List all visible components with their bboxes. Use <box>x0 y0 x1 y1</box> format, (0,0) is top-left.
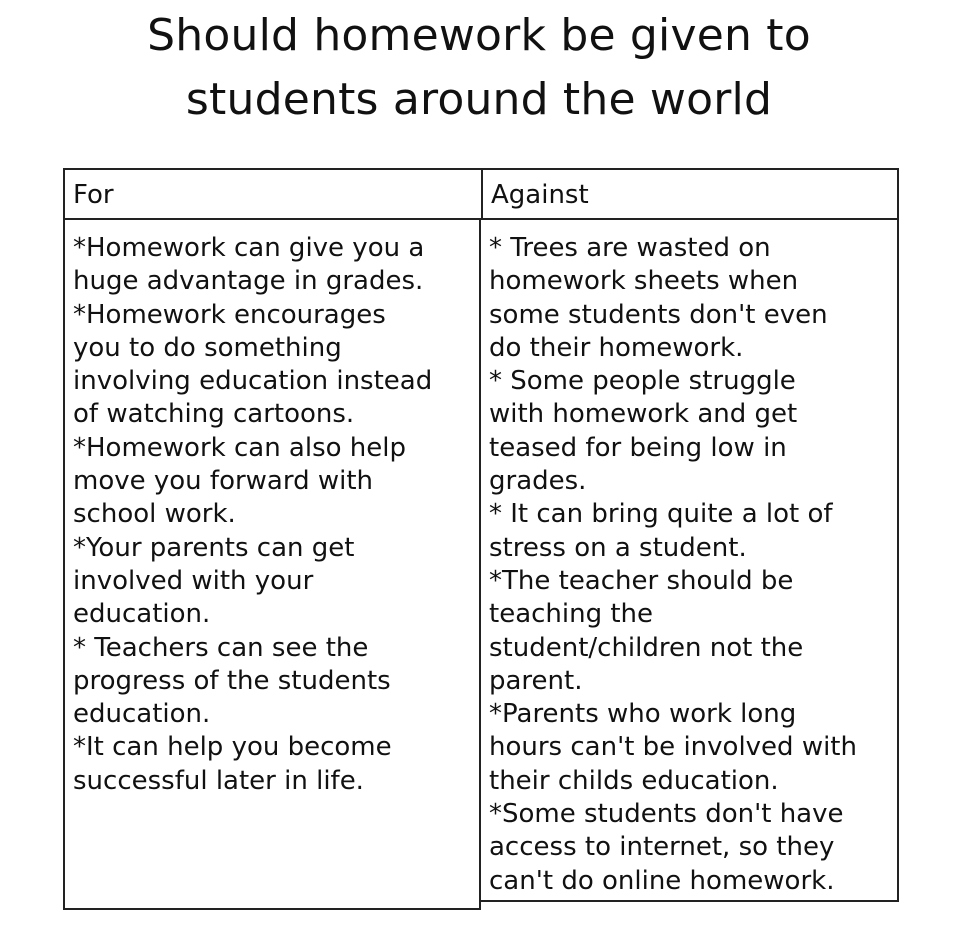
against-line: * It can bring quite a lot of <box>489 499 833 530</box>
against-line: *The teacher should be <box>489 565 794 596</box>
against-line: can't do online homework. <box>489 865 835 896</box>
for-line: involving education instead <box>73 366 433 397</box>
header-for: For <box>65 170 483 218</box>
table-body-row <box>63 220 899 910</box>
for-line: you to do something <box>73 332 342 363</box>
for-line: successful later in life. <box>73 765 364 796</box>
page-title <box>0 4 958 132</box>
against-line: homework sheets when <box>489 266 799 297</box>
against-line: *Some students don't have <box>489 799 844 830</box>
for-line: education. <box>73 599 211 630</box>
against-line: * Trees are wasted on <box>489 233 771 263</box>
against-line: some students don't even <box>489 299 828 330</box>
for-line: * Teachers can see the <box>73 632 369 663</box>
title-line-1: Should homework be given to <box>147 10 811 61</box>
against-line: teaching the <box>489 599 654 630</box>
against-line: do their homework. <box>489 332 744 363</box>
header-against: Against <box>491 180 589 210</box>
against-line: stress on a student. <box>489 532 747 563</box>
against-line: access to internet, so they <box>489 832 835 863</box>
for-line: *Homework encourages <box>73 299 386 330</box>
for-line: *It can help you become <box>73 732 392 763</box>
for-line: of watching cartoons. <box>73 399 355 430</box>
for-line: school work. <box>73 499 236 530</box>
against-line: with homework and get <box>489 399 798 430</box>
against-column <box>481 220 899 902</box>
for-line: involved with your <box>73 565 314 596</box>
for-line: *Homework can also help <box>73 432 407 463</box>
for-line: education. <box>73 699 211 730</box>
against-line: teased for being low in <box>489 432 787 463</box>
against-line: student/children not the <box>489 632 804 663</box>
for-line: *Homework can give you a <box>73 233 425 263</box>
for-line: move you forward with <box>73 466 374 497</box>
against-line: their childs education. <box>489 765 779 796</box>
for-against-table <box>63 168 899 910</box>
against-line: *Parents who work long <box>489 699 797 730</box>
for-line: huge advantage in grades. <box>73 266 424 297</box>
for-line: *Your parents can get <box>73 532 355 563</box>
for-line: progress of the students <box>73 665 391 696</box>
for-column <box>63 220 481 910</box>
title-line-2: students around the world <box>185 74 773 125</box>
table-header-row <box>63 168 899 220</box>
against-line: hours can't be involved with <box>489 732 857 763</box>
against-line: parent. <box>489 665 583 696</box>
against-line: grades. <box>489 466 587 497</box>
against-line: * Some people struggle <box>489 366 796 397</box>
